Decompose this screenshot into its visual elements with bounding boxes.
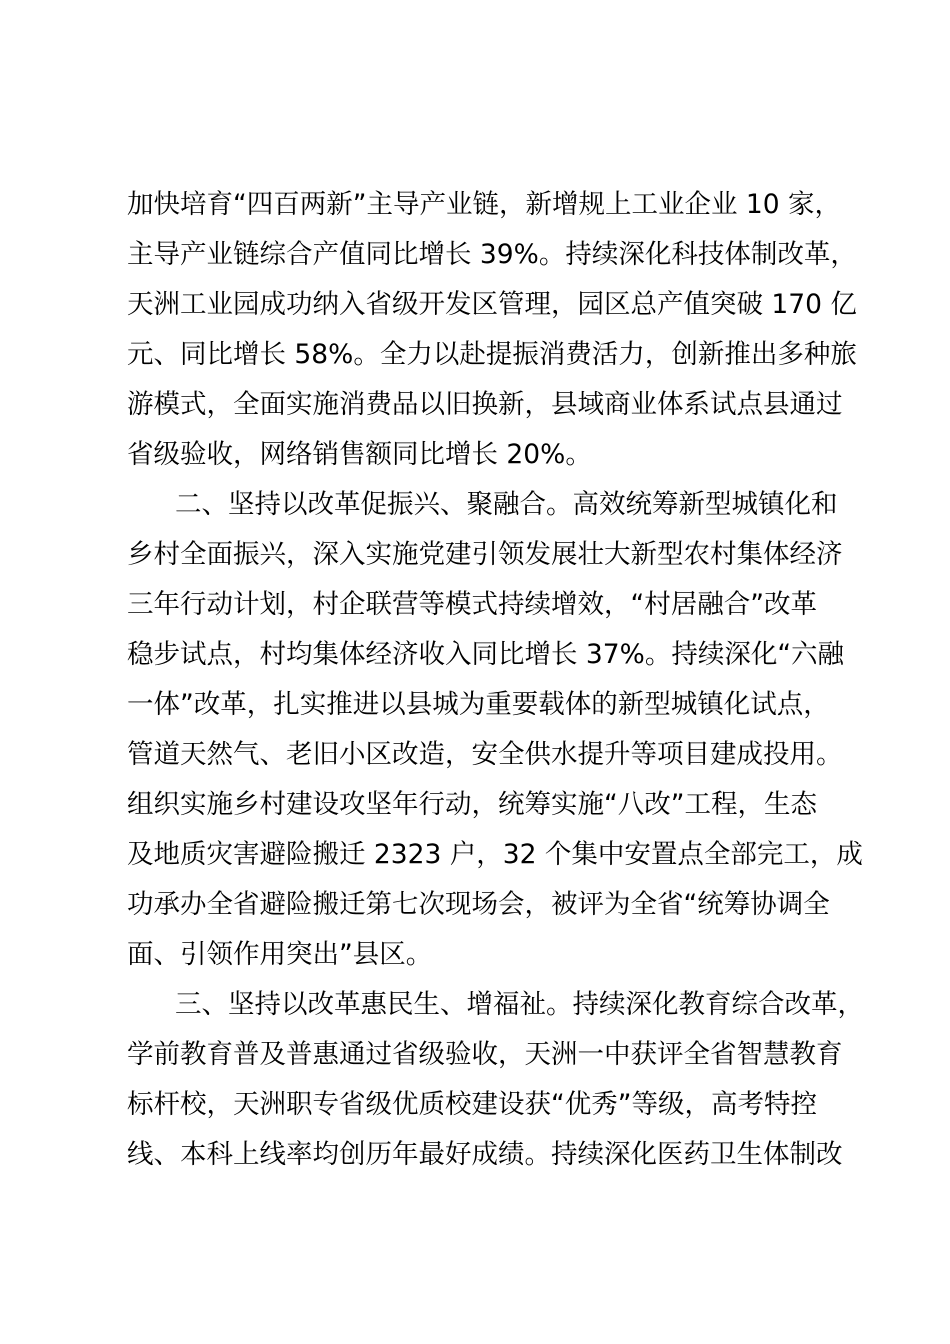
text-line: 三年行动计划，村企联营等模式持续增效，“村居融合”改革 bbox=[127, 589, 817, 620]
text-line: 一体”改革，扎实推进以县城为重要载体的新型城镇化试点， bbox=[127, 689, 830, 720]
paragraph-heading-line: 三、坚持以改革惠民生、增福祉。持续深化教育综合改革， bbox=[175, 989, 864, 1020]
text-line: 乡村全面振兴，深入实施党建引领发展壮大新型农村集体经济 bbox=[127, 539, 843, 570]
text-line: 组织实施乡村建设攻坚年行动，统筹实施“八改”工程，生态 bbox=[127, 789, 817, 820]
text-line: 主导产业链综合产值同比增长 39%。持续深化科技体制改革， bbox=[127, 239, 857, 270]
text-line: 及地质灾害避险搬迁 2323 户，32 个集中安置点全部完工，成 bbox=[127, 839, 863, 870]
text-line: 线、本科上线率均创历年最好成绩。持续深化医药卫生体制改 bbox=[127, 1139, 843, 1170]
text-line: 功承办全省避险搬迁第七次现场会，被评为全省“统筹协调全 bbox=[127, 889, 830, 920]
text-line: 加快培育“四百两新”主导产业链，新增规上工业企业 10 家， bbox=[127, 189, 842, 220]
text-line: 管道天然气、老旧小区改造，安全供水提升等项目建成投用。 bbox=[127, 739, 843, 770]
text-line: 标杆校，天洲职专省级优质校建设获“优秀”等级，高考特控 bbox=[127, 1089, 817, 1120]
text-line: 学前教育普及普惠通过省级验收，天洲一中获评全省智慧教育 bbox=[127, 1039, 843, 1070]
text-line: 天洲工业园成功纳入省级开发区管理，园区总产值突破 170 亿 bbox=[127, 289, 857, 320]
text-line: 游模式，全面实施消费品以旧换新，县域商业体系试点县通过 bbox=[127, 389, 843, 420]
paragraph-heading-line: 二、坚持以改革促振兴、聚融合。高效统筹新型城镇化和 bbox=[175, 489, 838, 520]
text-line: 省级验收，网络销售额同比增长 20%。 bbox=[127, 439, 592, 470]
text-line: 面、引领作用突出”县区。 bbox=[127, 939, 433, 970]
text-line: 稳步试点，村均集体经济收入同比增长 37%。持续深化“六融 bbox=[127, 639, 845, 670]
text-line: 元、同比增长 58%。全力以赴提振消费活力，创新推出多种旅 bbox=[127, 339, 857, 370]
